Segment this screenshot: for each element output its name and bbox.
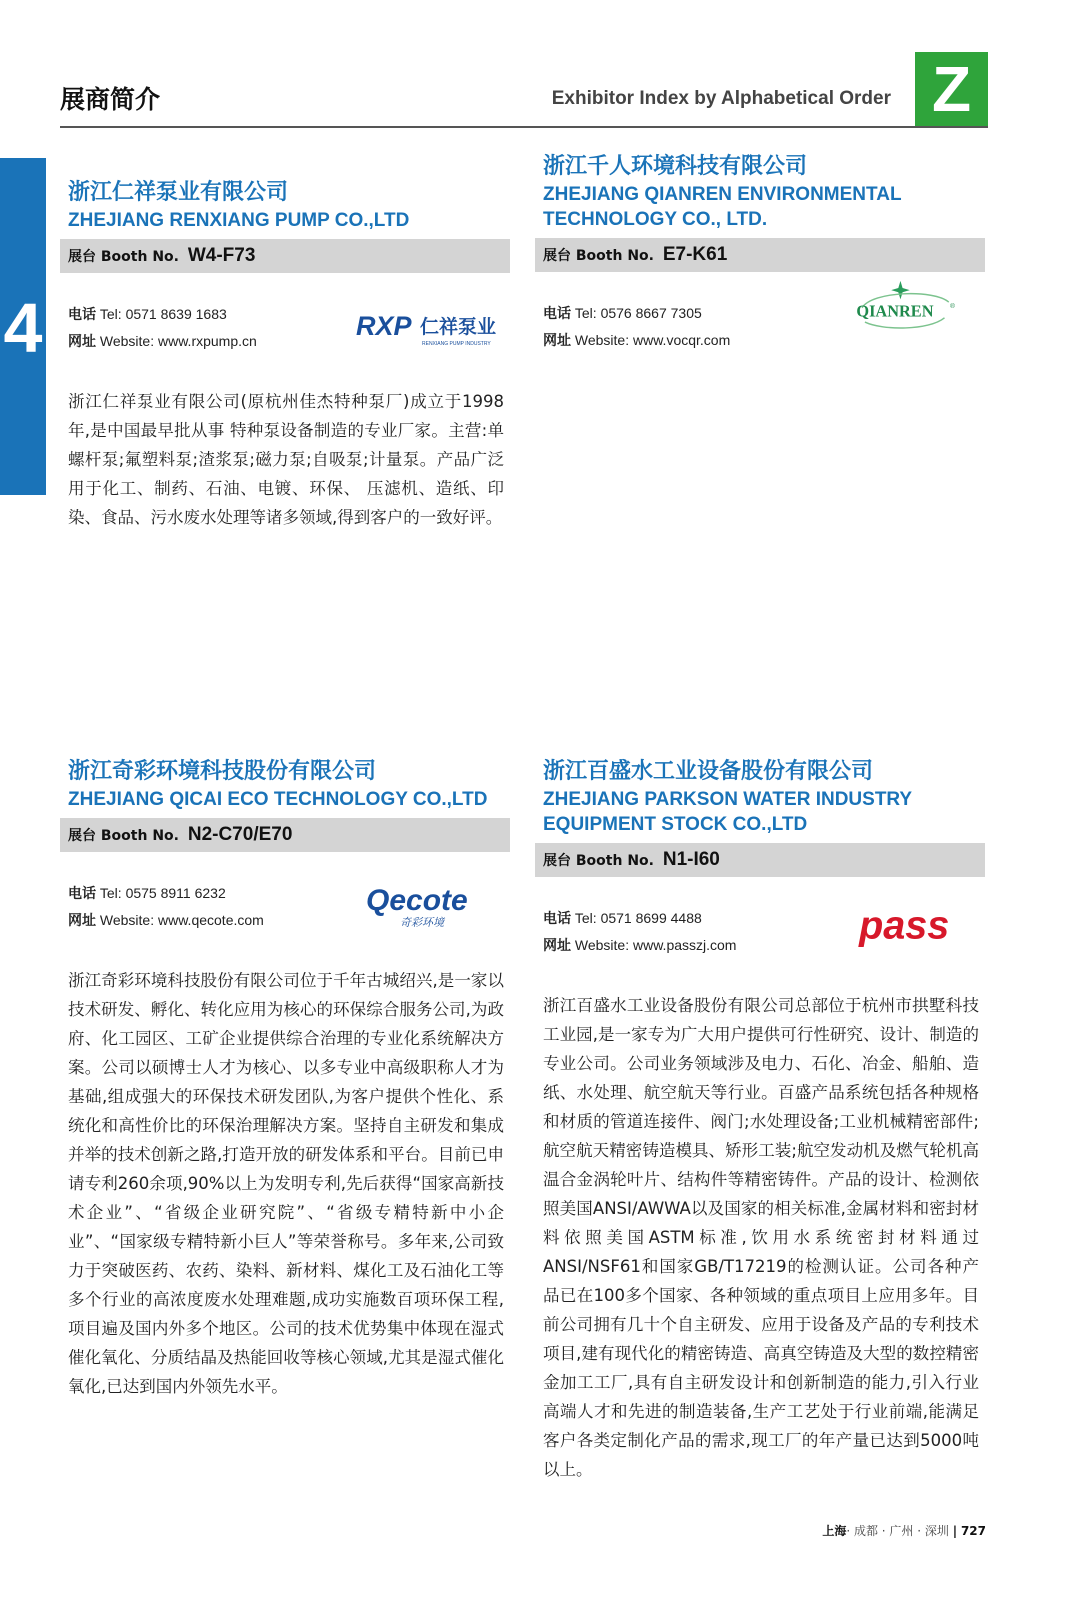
contact-block [60,880,510,944]
chapter-number: 4 [3,289,43,367]
page-subtitle: Exhibitor Index by Alphabetical Order [551,88,891,109]
booth-number: N1-I60 [662,849,720,870]
company-description: 浙江奇彩环境科技股份有限公司位于千年古城绍兴,是一家以技术研发、孵化、转化应用为核心的环保综合服务公司,为政府、化工园区、工矿企业提供综合治理的专业化系统解决方案。公司以硕博士人才为核心、以多专业中高级职称人才为基础,组成强大的环保技术研发团队,为客户提供个性化、系统化和高性价比的环保治理解决方案。坚持自主研发和集成并举的技术创新之路,打造开放的研发体系和平台。目前已申请专利260余项,90%以上为发明专利,先后获得“国家高新技术企业”、“省级企业研究院”、“省级专精特新中小企业”、“国家级专精特新小巨人”等荣誉称号。多年来,公司致力于突破医药、农药、染料、新材料、煤化工及石油化工等多个行业的高浓度废水处理难题,成功实施数百项环保工程,项目遍及国内外多个地区。公司的技术优势集中体现在湿式催化氧化、分质结晶及热能回收等核心领域,尤其是湿式催化氧化,已达到国内外领先水平。 [68,971,504,1396]
qecote-logo [364,880,504,934]
qianren-logo [829,278,979,332]
tel-label-en: Tel: [574,910,597,926]
exhibitor-card-qicai [60,757,510,1401]
website-link[interactable]: www.rxpump.cn [158,333,257,349]
header-divider [60,126,988,128]
contact-block [60,301,510,365]
logo-text-sub: RENXIANG PUMP INDUSTRY [422,341,491,347]
logo-text-cn: 奇彩环境 [400,916,444,929]
company-name-zh: 浙江千人环境科技有限公司 [543,154,808,179]
booth-label-en: Booth No. [100,249,179,265]
company-name-en: ZHEJIANG QICAI ECO TECHNOLOGY CO.,LTD [68,789,488,810]
company-name-zh: 浙江百盛水工业设备股份有限公司 [543,759,874,784]
booth-label-en: Booth No. [100,828,179,844]
company-name-zh: 浙江奇彩环境科技股份有限公司 [68,759,377,784]
web-label-zh: 网址 [543,938,571,954]
logo-registered-mark: ® [950,302,955,310]
page-number: 727 [960,1524,986,1538]
footer-separator: | [952,1524,958,1538]
logo-text-main: Qecote [366,884,468,917]
company-name-en: ZHEJIANG QIANREN ENVIRONMENTAL TECHNOLOGY CO., LTD. [543,184,902,230]
web-label-en: Website: [99,912,155,928]
company-name-zh: 浙江仁祥泵业有限公司 [68,180,289,205]
booth-label-zh: 展台 [68,249,96,265]
phone-number: 0575 8911 6232 [125,885,226,901]
contact-block [535,905,985,969]
booth-label-zh: 展台 [543,248,571,264]
booth-label-zh: 展台 [68,828,96,844]
web-label-zh: 网址 [68,913,96,929]
website-link[interactable]: www.passzj.com [633,937,737,953]
web-label-en: Website: [574,332,630,348]
pass-logo [849,899,979,953]
booth-bar [60,818,510,852]
tel-label-en: Tel: [574,305,597,321]
company-name-en: ZHEJIANG PARKSON WATER INDUSTRY EQUIPMENT STOCK CO.,LTD [543,789,912,835]
tel-label-zh: 电话 [543,911,571,927]
web-label-en: Website: [99,333,155,349]
tel-label-zh: 电话 [68,886,96,902]
tel-label-zh: 电话 [543,306,571,322]
star-icon [891,281,909,299]
logo-text-main: pass [859,903,950,948]
logo-text-cn: 仁祥泵业 [420,316,497,338]
web-label-en: Website: [574,937,630,953]
page-footer [822,1522,986,1539]
booth-number: N2-C70/E70 [187,824,293,845]
booth-label-zh: 展台 [543,853,571,869]
tel-label-en: Tel: [99,885,122,901]
tel-label-zh: 电话 [68,307,96,323]
phone-number: 0571 8639 1683 [125,306,227,322]
section-letter: Z [915,52,988,126]
exhibitor-card-parkson [535,757,985,1484]
page-title: 展商简介 [60,85,161,114]
rxp-logo [356,301,504,355]
phone-number: 0576 8667 7305 [600,305,702,321]
footer-city-main: 上海 [822,1524,847,1538]
website-link[interactable]: www.qecote.com [158,912,264,928]
company-name-en: ZHEJIANG RENXIANG PUMP CO.,LTD [68,210,410,231]
booth-number: E7-K61 [662,244,728,265]
contact-block [535,300,985,364]
booth-bar [535,843,985,877]
phone-number: 0571 8699 4488 [600,910,702,926]
logo-text-main: QIANREN [856,301,934,321]
booth-bar [60,239,510,273]
tel-label-en: Tel: [99,306,122,322]
exhibitor-card-qianren [535,152,985,364]
booth-label-en: Booth No. [575,853,654,869]
company-description: 浙江仁祥泵业有限公司(原杭州佳杰特种泵厂)成立于1998 年,是中国最早批从事 特种泵设备制造的专业厂家。主营:单螺杆泵;氟塑料泵;渣浆泵;磁力泵;自吸泵;计量泵。产品广泛用于化工、制药、石油、电镀、环保、 压滤机、造纸、印染、食品、污水废水处理等诸多领域,得到客户的一致好评。 [68,392,504,527]
company-description: 浙江百盛水工业设备股份有限公司总部位于杭州市拱墅科技工业园,是一家专为广大用户提供可行性研究、设计、制造的专业公司。公司业务领域涉及电力、石化、冶金、船舶、造纸、水处理、航空航天等行业。百盛产品系统包括各种规格和材质的管道连接件、阀门;水处理设备;工业机械精密部件;航空航天精密铸造模具、矫形工装;航空发动机及燃气轮机高温合金涡轮叶片、结构件等精密铸件。产品的设计、检测依照美国ANSI/AWWA以及国家的相关标准,金属材料和密封材料依照美国ASTM标准,饮用水系统密封材料通过ANSI/NSF61和国家GB/T17219的检测认证。公司各种产品已在100多个国家、各种领域的重点项目上应用多年。目前公司拥有几十个自主研发、应用于设备及产品的专利技术项目,建有现代化的精密铸造、高真空铸造及大型的数控精密金加工工厂,具有自主研发设计和创新制造的能力,引入行业高端人才和先进的制造装备,生产工艺处于行业前端,能满足客户各类定制化产品的需求,现工厂的年产量已达到5000吨以上。 [543,996,979,1479]
footer-cities: · 成都 · 广州 · 深圳 [846,1524,949,1538]
booth-number: W4-F73 [187,245,256,266]
exhibitor-card-renxiang [60,178,510,532]
web-label-zh: 网址 [543,333,571,349]
logo-text-main: RXP [356,311,412,341]
web-label-zh: 网址 [68,334,96,350]
booth-bar [535,238,985,272]
website-link[interactable]: www.vocqr.com [633,332,731,348]
booth-label-en: Booth No. [575,248,654,264]
